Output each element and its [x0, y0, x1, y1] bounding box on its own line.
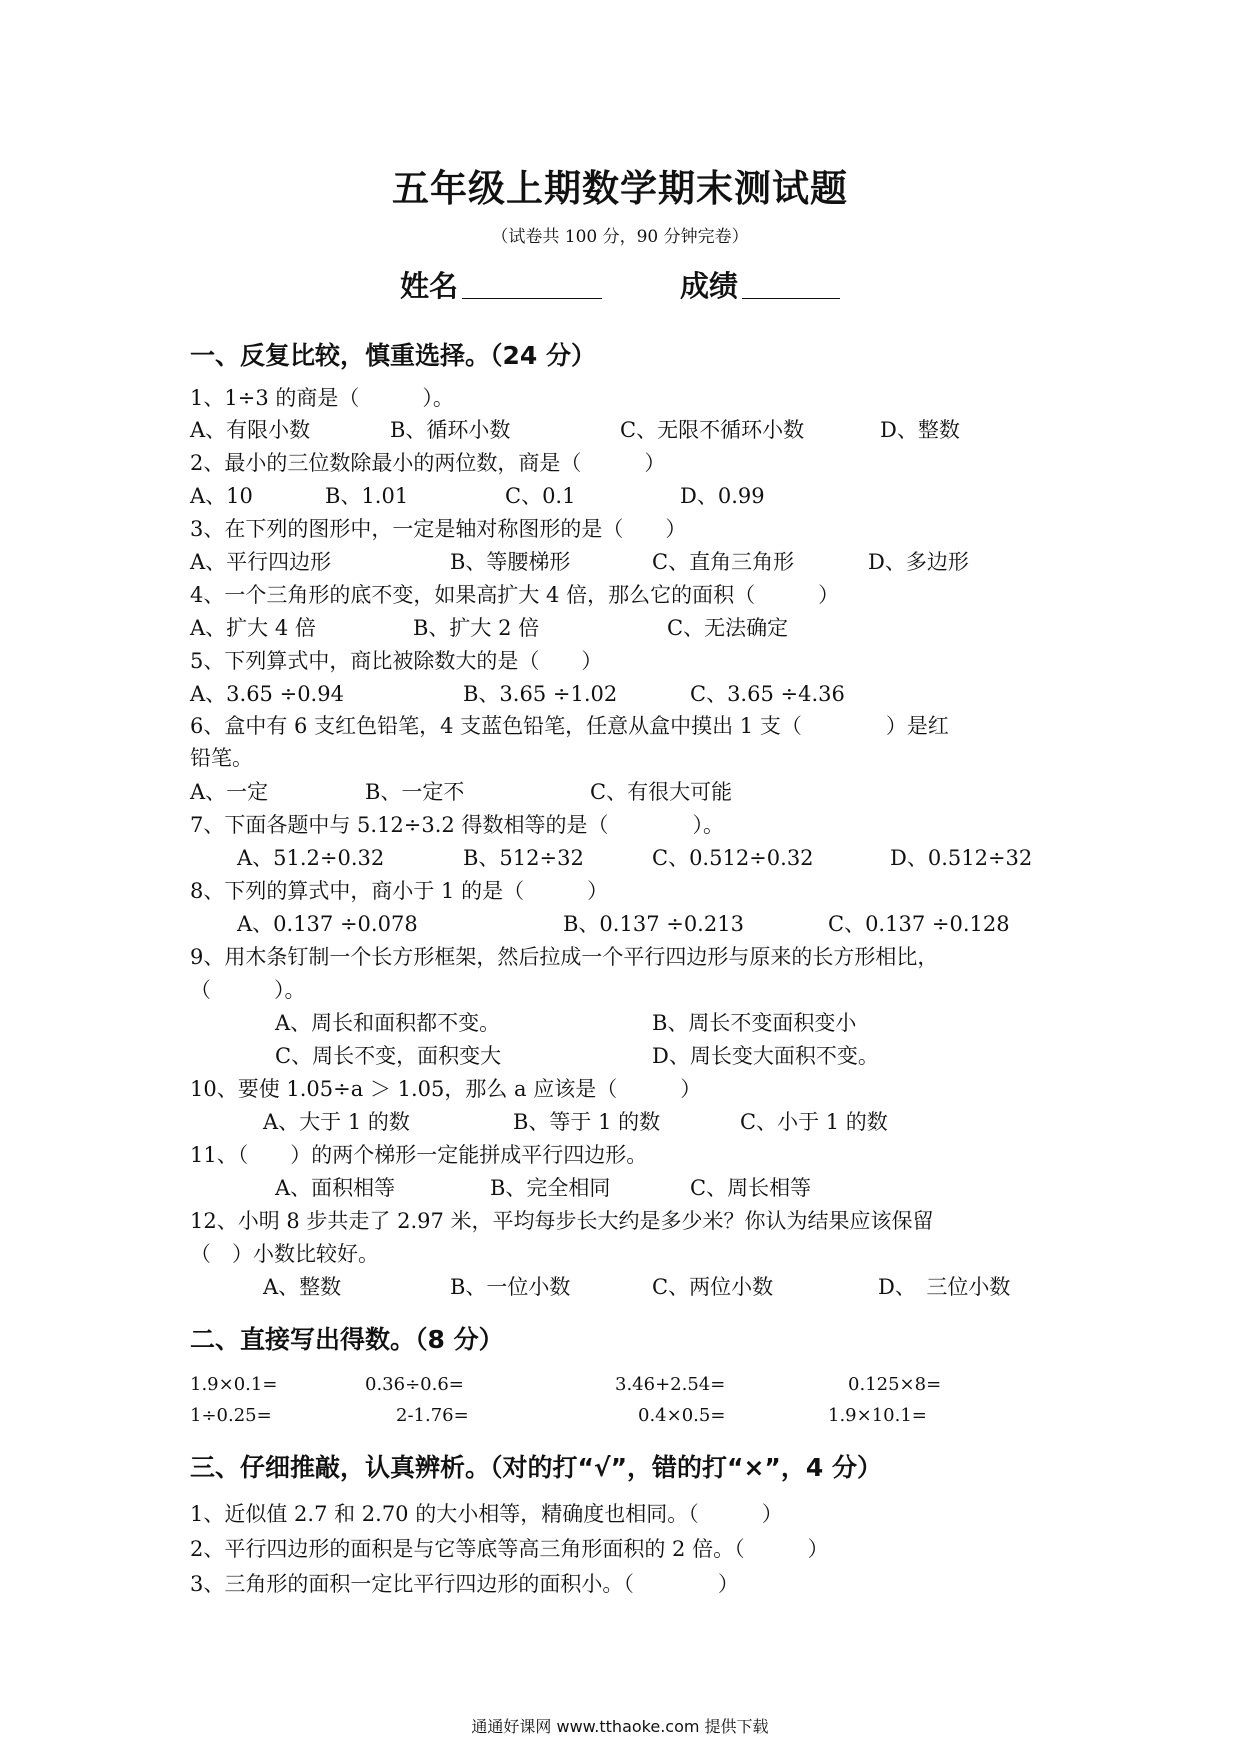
q1-option-d: D、整数	[880, 418, 960, 442]
q3-option-a: A、平行四边形	[190, 550, 332, 574]
q6-option-a: A、一定	[190, 780, 269, 804]
q8-option-a: A、0.137 ÷0.078	[237, 912, 418, 936]
calc-item: 0.4×0.5=	[638, 1405, 726, 1426]
calc-item: 1÷0.25=	[190, 1405, 272, 1426]
q12-option-c: C、两位小数	[652, 1275, 774, 1299]
q9-option-a: A、周长和面积都不变。	[275, 1011, 501, 1035]
judge-item-1: 1、近似值 2.7 和 2.70 的大小相等，精确度也相同。（ ）	[190, 1502, 783, 1526]
q1-option-a: A、有限小数	[190, 418, 311, 442]
score-blank-line[interactable]	[742, 298, 840, 299]
question-5: 5、下列算式中，商比被除数大的是（ ）	[190, 649, 603, 673]
q7-option-d: D、0.512÷32	[890, 846, 1033, 870]
question-3: 3、在下列的图形中，一定是轴对称图形的是（ ）	[190, 517, 687, 541]
q12-option-b: B、一位小数	[450, 1275, 571, 1299]
calc-item: 1.9×10.1=	[828, 1405, 927, 1426]
question-9: 9、用木条钉制一个长方形框架，然后拉成一个平行四边形与原来的长方形相比，	[190, 945, 939, 969]
question-9-cont: （ ）。	[190, 978, 306, 1002]
calc-item: 0.36÷0.6=	[365, 1374, 464, 1395]
q2-option-b: B、1.01	[325, 484, 409, 508]
q9-option-b: B、周长不变面积变小	[652, 1011, 857, 1035]
question-6: 6、盒中有 6 支红色铅笔，4 支蓝色铅笔，任意从盒中摸出 1 支（ ）是红	[190, 714, 949, 738]
section2-heading: 二、直接写出得数。（8 分）	[190, 1325, 504, 1354]
calc-item: 2-1.76=	[396, 1405, 469, 1426]
exam-subtitle: （试卷共 100 分，90 分钟完卷）	[491, 227, 749, 247]
q9-option-c: C、周长不变，面积变大	[275, 1044, 502, 1068]
q5-option-c: C、3.65 ÷4.36	[690, 682, 845, 706]
q10-option-c: C、小于 1 的数	[740, 1110, 888, 1134]
q3-option-d: D、多边形	[868, 550, 969, 574]
q4-option-a: A、扩大 4 倍	[190, 616, 316, 640]
q4-option-b: B、扩大 2 倍	[413, 616, 540, 640]
q6-option-b: B、一定不	[365, 780, 465, 804]
q7-option-c: C、0.512÷0.32	[652, 846, 814, 870]
calc-item: 3.46+2.54=	[615, 1374, 726, 1395]
q11-option-c: C、周长相等	[690, 1176, 812, 1200]
question-4: 4、一个三角形的底不变，如果高扩大 4 倍，那么它的面积（ ）	[190, 583, 840, 607]
calc-item: 0.125×8=	[848, 1374, 942, 1395]
q3-option-c: C、直角三角形	[652, 550, 795, 574]
q9-option-d: D、周长变大面积不变。	[652, 1044, 879, 1068]
q1-option-c: C、无限不循环小数	[620, 418, 805, 442]
question-8: 8、下列的算式中，商小于 1 的是（ ）	[190, 879, 609, 903]
q11-option-b: B、完全相同	[490, 1176, 611, 1200]
calc-item: 1.9×0.1=	[190, 1374, 278, 1395]
q5-option-a: A、3.65 ÷0.94	[190, 682, 344, 706]
question-12-cont: （ ）小数比较好。	[190, 1242, 379, 1266]
q6-option-c: C、有很大可能	[590, 780, 733, 804]
name-label: 姓名	[400, 269, 459, 303]
q7-option-a: A、51.2÷0.32	[237, 846, 385, 870]
q2-option-d: D、0.99	[680, 484, 765, 508]
judge-item-3: 3、三角形的面积一定比平行四边形的面积小。（ ）	[190, 1572, 739, 1596]
page-title: 五年级上期数学期末测试题	[392, 167, 848, 210]
question-2: 2、最小的三位数除最小的两位数，商是（ ）	[190, 451, 666, 475]
q8-option-b: B、0.137 ÷0.213	[563, 912, 744, 936]
question-10: 10、要使 1.05÷a ＞ 1.05，那么 a 应该是（ ）	[190, 1077, 702, 1101]
q1-option-b: B、循环小数	[390, 418, 511, 442]
q10-option-a: A、大于 1 的数	[263, 1110, 410, 1134]
question-11: 11、（ ）的两个梯形一定能拼成平行四边形。	[190, 1143, 648, 1167]
section1-heading: 一、反复比较，慎重选择。（24 分）	[190, 341, 596, 370]
q7-option-b: B、512÷32	[463, 846, 584, 870]
judge-item-2: 2、平行四边形的面积是与它等底等高三角形面积的 2 倍。（ ）	[190, 1537, 829, 1561]
question-7: 7、下面各题中与 5.12÷3.2 得数相等的是（ ）。	[190, 813, 724, 837]
q10-option-b: B、等于 1 的数	[513, 1110, 661, 1134]
q12-option-a: A、整数	[263, 1275, 342, 1299]
q5-option-b: B、3.65 ÷1.02	[463, 682, 618, 706]
name-score-row	[400, 264, 860, 304]
q11-option-a: A、面积相等	[275, 1176, 396, 1200]
q2-option-c: C、0.1	[505, 484, 576, 508]
q3-option-b: B、等腰梯形	[450, 550, 571, 574]
score-label: 成绩	[680, 269, 739, 303]
section3-heading: 三、仔细推敲，认真辨析。（对的打“√”，错的打“×”，4 分）	[190, 1453, 882, 1482]
q4-option-c: C、无法确定	[667, 616, 789, 640]
question-12: 12、小明 8 步共走了 2.97 米，平均每步长大约是多少米？你认为结果应该保留	[190, 1209, 934, 1233]
footer-credit: 通通好课网 www.tthaoke.com 提供下载	[471, 1717, 769, 1736]
q12-option-d: D、 三位小数	[878, 1275, 1011, 1299]
question-1: 1、1÷3 的商是（ ）。	[190, 386, 454, 410]
name-blank-line[interactable]	[462, 298, 602, 299]
question-6-cont: 铅笔。	[190, 746, 253, 770]
q8-option-c: C、0.137 ÷0.128	[828, 912, 1010, 936]
q2-option-a: A、10	[190, 484, 253, 508]
